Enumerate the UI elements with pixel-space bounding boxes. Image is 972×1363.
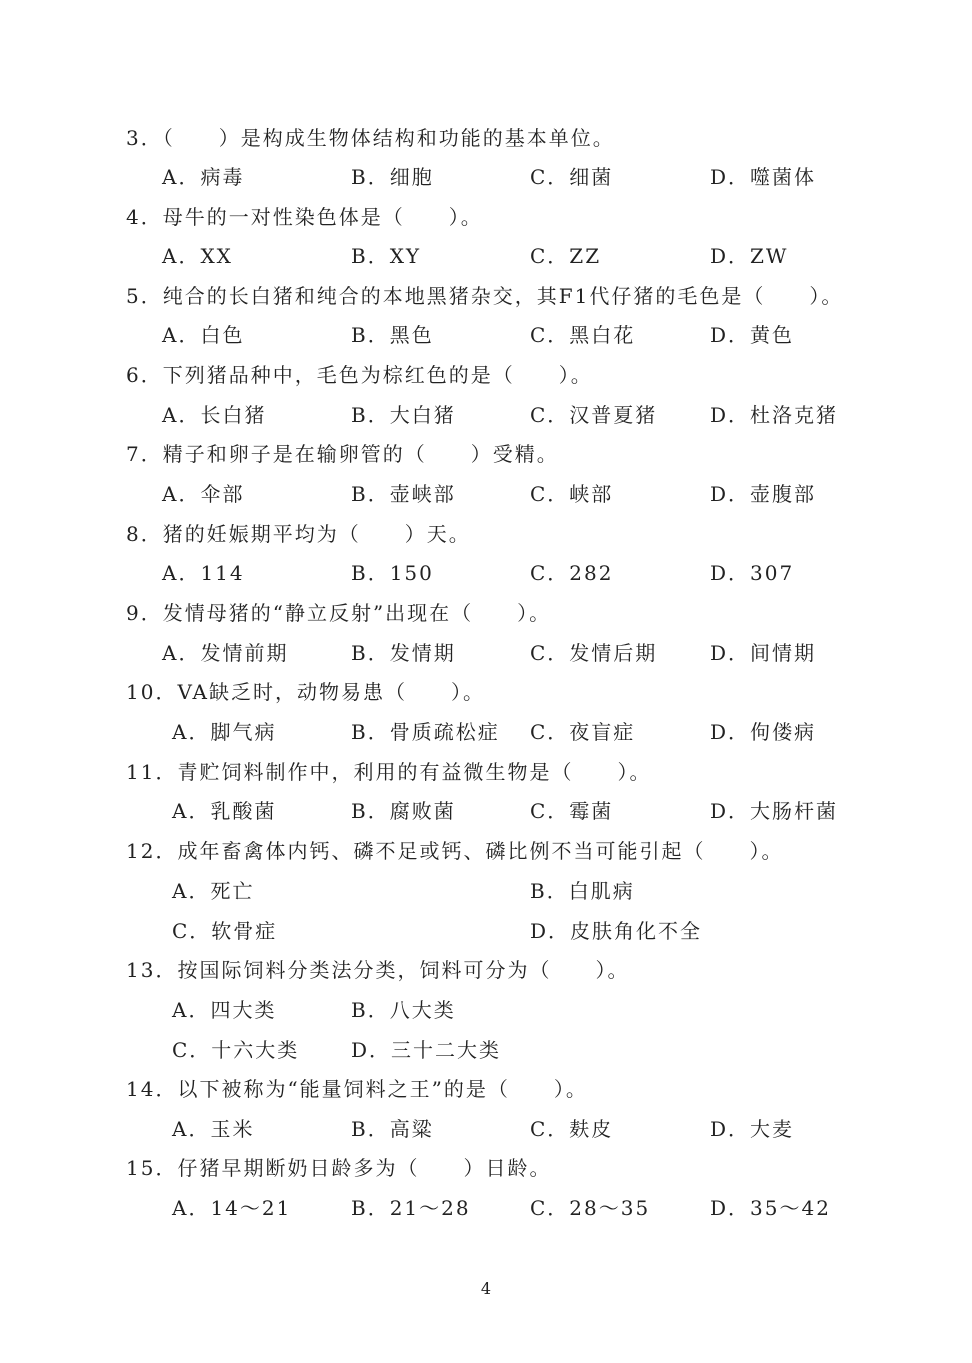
question-7-stem: 7．精子和卵子是在输卵管的（ ）受精。 [126, 442, 559, 466]
options-row [0, 558, 972, 588]
options-row [0, 717, 972, 747]
option-d: D．大肠杆菌 [710, 799, 839, 823]
page-number: 4 [480, 1279, 492, 1298]
option-a: A．脚气病 [172, 720, 277, 744]
options-row [0, 995, 972, 1025]
option-c: C．软骨症 [172, 919, 278, 943]
option-c: C．十六大类 [172, 1038, 300, 1062]
options-row [0, 320, 972, 350]
options-row [0, 400, 972, 430]
option-c: C．细菌 [530, 165, 614, 189]
question-12-stem: 12．成年畜禽体内钙、磷不足或钙、磷比例不当可能引起（ ）。 [126, 839, 784, 863]
option-a: A．14～21 [172, 1196, 292, 1220]
options-row [0, 162, 972, 192]
question-9-stem: 9．发情母猪的“静立反射”出现在（ ）。 [126, 601, 552, 625]
options-row [0, 1035, 972, 1065]
option-b: B．腐败菌 [351, 799, 456, 823]
question-5-stem: 5．纯合的长白猪和纯合的本地黑猪杂交，其F1代仔猪的毛色是（ ）。 [126, 284, 844, 308]
question-stem [0, 598, 972, 628]
options-row [0, 479, 972, 509]
option-a: A．玉米 [172, 1117, 255, 1141]
option-c: C．峡部 [530, 482, 614, 506]
option-d: D．杜洛克猪 [710, 403, 839, 427]
question-stem [0, 677, 972, 707]
option-a: A．XX [162, 244, 233, 268]
option-a: A．四大类 [172, 998, 277, 1022]
question-4-stem: 4．母牛的一对性染色体是（ ）。 [126, 205, 483, 229]
options-row [0, 916, 972, 946]
option-a: A．伞部 [162, 482, 245, 506]
question-15-stem: 15．仔猪早期断奶日龄多为（ ）日龄。 [126, 1156, 552, 1180]
option-b: B．大白猪 [351, 403, 456, 427]
options-row [0, 1114, 972, 1144]
question-3-stem: 3．（ ）是构成生物体结构和功能的基本单位。 [126, 126, 615, 150]
option-d: D．壶腹部 [710, 482, 817, 506]
question-stem [0, 757, 972, 787]
question-13-stem: 13．按国际饲料分类法分类，饲料可分为（ ）。 [126, 958, 630, 982]
question-stem [0, 955, 972, 985]
question-stem [0, 360, 972, 390]
option-d: D．35～42 [710, 1196, 831, 1220]
option-d: D．噬菌体 [710, 165, 817, 189]
question-stem [0, 202, 972, 232]
option-a: A．发情前期 [162, 641, 289, 665]
option-a: A．长白猪 [162, 403, 267, 427]
option-d: D．大麦 [710, 1117, 795, 1141]
option-c: C．282 [530, 561, 614, 585]
option-a: A．乳酸菌 [172, 799, 277, 823]
option-b: B．细胞 [351, 165, 434, 189]
option-b: B．150 [351, 561, 434, 585]
option-a: A．死亡 [172, 879, 255, 903]
option-b: B．黑色 [351, 323, 434, 347]
options-row [0, 876, 972, 906]
options-row [0, 241, 972, 271]
question-stem [0, 836, 972, 866]
option-b: B．壶峡部 [351, 482, 456, 506]
option-c: C．霉菌 [530, 799, 614, 823]
question-11-stem: 11．青贮饲料制作中，利用的有益微生物是（ ）。 [126, 760, 652, 784]
option-d: D．间情期 [710, 641, 817, 665]
option-b: B．高粱 [351, 1117, 434, 1141]
option-a: A．114 [162, 561, 245, 585]
option-b: B．21～28 [351, 1196, 471, 1220]
options-row [0, 1193, 972, 1223]
option-c: C．汉普夏猪 [530, 403, 658, 427]
option-a: A．白色 [162, 323, 245, 347]
option-d: D．皮肤角化不全 [530, 919, 703, 943]
option-d: D．佝偻病 [710, 720, 817, 744]
question-8-stem: 8．猪的妊娠期平均为（ ）天。 [126, 522, 471, 546]
question-6-stem: 6．下列猪品种中，毛色为棕红色的是（ ）。 [126, 363, 593, 387]
question-stem [0, 1153, 972, 1183]
option-b: B．发情期 [351, 641, 456, 665]
option-d: D．三十二大类 [351, 1038, 502, 1062]
question-10-stem: 10．VA缺乏时，动物易患（ ）。 [126, 680, 485, 704]
option-d: D．黄色 [710, 323, 795, 347]
option-b: B．八大类 [351, 998, 456, 1022]
question-14-stem: 14．以下被称为“能量饲料之王”的是（ ）。 [126, 1077, 588, 1101]
option-d: D．ZW [710, 244, 789, 268]
options-row [0, 796, 972, 826]
question-stem [0, 519, 972, 549]
question-stem [0, 123, 972, 153]
option-c: C．28～35 [530, 1196, 651, 1220]
option-d: D．307 [710, 561, 795, 585]
option-c: C．黑白花 [530, 323, 636, 347]
option-c: C．麸皮 [530, 1117, 614, 1141]
option-c: C．夜盲症 [530, 720, 636, 744]
option-c: C．ZZ [530, 244, 602, 268]
option-b: B．白肌病 [530, 879, 635, 903]
options-row [0, 638, 972, 668]
option-b: B．骨质疏松症 [351, 720, 500, 744]
question-stem [0, 1074, 972, 1104]
option-c: C．发情后期 [530, 641, 658, 665]
option-b: B．XY [351, 244, 422, 268]
option-a: A．病毒 [162, 165, 245, 189]
question-stem [0, 281, 972, 311]
question-stem [0, 439, 972, 469]
